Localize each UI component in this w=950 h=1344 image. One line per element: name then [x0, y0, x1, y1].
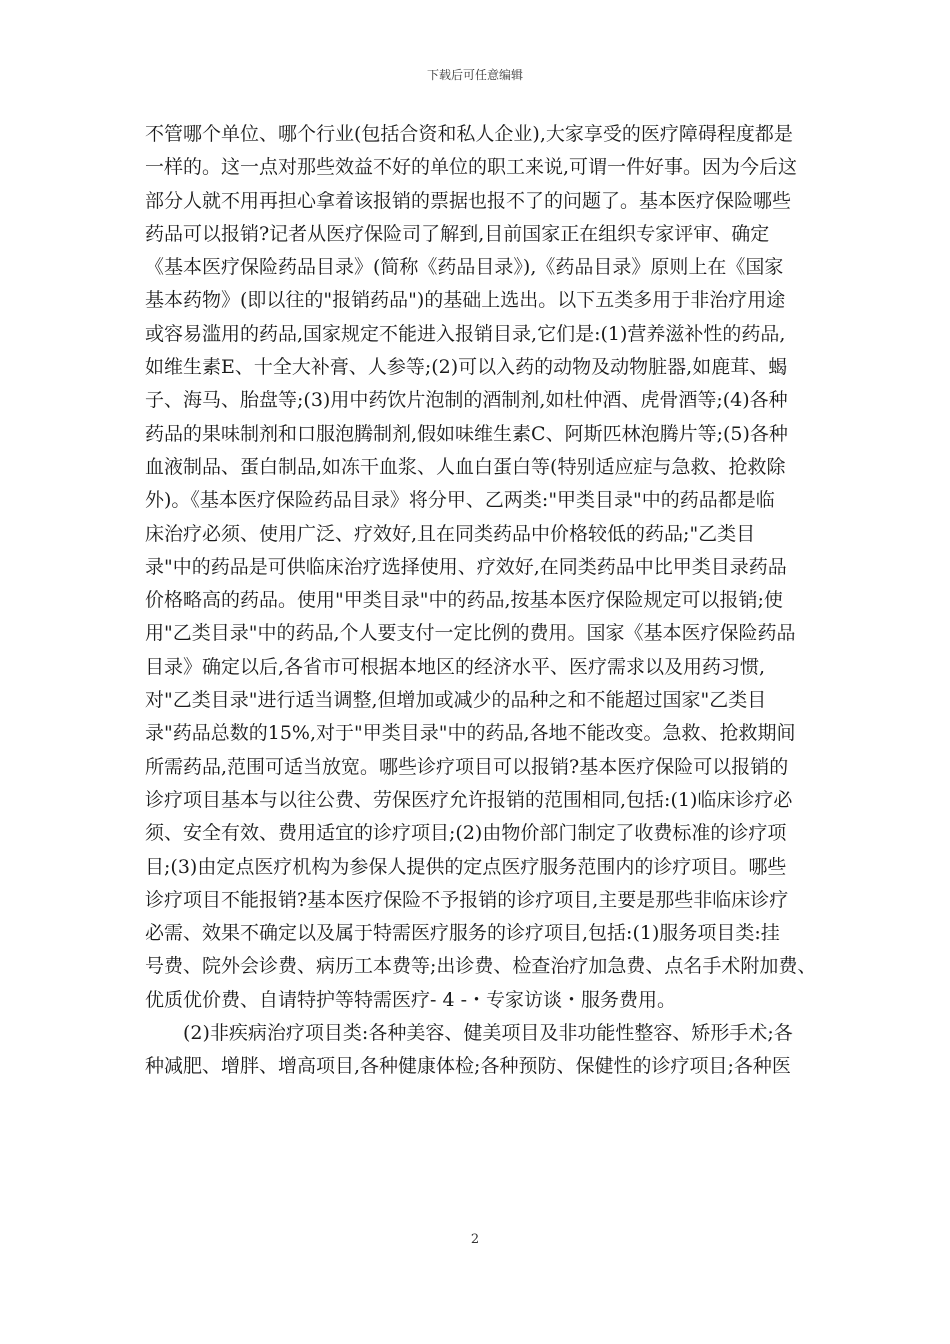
text-line: 诊疗项目基本与以往公费、劳保医疗允许报销的范围相同,包括:(1)临床诊疗必 [145, 788, 793, 811]
text-line: 用"乙类目录"中的药品,个人要支付一定比例的费用。国家《基本医疗保险药品 [145, 622, 796, 645]
text-line: 或容易滥用的药品,国家规定不能进入报销目录,它们是:(1)营养滋补性的药品, [145, 322, 786, 345]
paragraph-first-line: (2)非疾病治疗项目类:各种美容、健美项目及非功能性整容、矫形手术;各 [183, 1022, 793, 1045]
text-line: 《基本医疗保险药品目录》(简称《药品目录》),《药品目录》原则上在《国家 [145, 256, 784, 279]
page-number: 2 [470, 1232, 480, 1247]
text-line: 种减肥、增胖、增高项目,各种健康体检;各种预防、保健性的诊疗项目;各种医 [145, 1055, 791, 1078]
text-line: 药品可以报销?记者从医疗保险司了解到,目前国家正在组织专家评审、确定 [145, 222, 770, 245]
text-line: 必需、效果不确定以及属于特需医疗服务的诊疗项目,包括:(1)服务项目类:挂 [145, 922, 780, 945]
text-line: 号费、院外会诊费、病历工本费等;出诊费、检查治疗加急费、点名手术附加费、 [145, 955, 817, 978]
text-line: 部分人就不用再担心拿着该报销的票据也报不了的问题了。基本医疗保险哪些 [145, 189, 792, 212]
page-header: 下载后可任意编辑 [426, 68, 523, 82]
document-body [145, 118, 817, 1084]
text-line: 诊疗项目不能报销?基本医疗保险不予报销的诊疗项目,主要是那些非临床诊疗 [145, 888, 789, 911]
text-line: 所需药品,范围可适当放宽。哪些诊疗项目可以报销?基本医疗保险可以报销的 [145, 755, 789, 778]
text-line: 基本药物》(即以往的"报销药品")的基础上选出。以下五类多用于非治疗用途 [145, 289, 786, 312]
text-line: 床治疗必须、使用广泛、疗效好,且在同类药品中价格较低的药品;"乙类目 [145, 522, 756, 545]
text-line: 外)。《基本医疗保险药品目录》将分甲、乙两类:"甲类目录"中的药品都是临 [145, 489, 775, 512]
text-line: 须、安全有效、费用适宜的诊疗项目;(2)由物价部门制定了收费标准的诊疗项 [145, 822, 787, 845]
text-line: 目;(3)由定点医疗机构为参保人提供的定点医疗服务范围内的诊疗项目。哪些 [145, 855, 787, 878]
text-line: 如维生素E、十全大补膏、人参等;(2)可以入药的动物及动物脏器,如鹿茸、蝎 [145, 356, 788, 379]
text-line: 子、海马、胎盘等;(3)用中药饮片泡制的酒制剂,如杜仲酒、虎骨酒等;(4)各种 [145, 389, 788, 412]
text-line: 一样的。这一点对那些效益不好的单位的职工来说,可谓一件好事。因为今后这 [145, 156, 798, 179]
text-line: 优质优价费、自请特护等特需医疗- 4 -・专家访谈・服务费用。 [145, 988, 677, 1011]
text-line: 目录》确定以后,各省市可根据本地区的经济水平、医疗需求以及用药习惯, [145, 655, 766, 678]
text-line: 录"药品总数的15%,对于"甲类目录"中的药品,各地不能改变。急救、抢救期间 [145, 722, 796, 745]
text-line: 录"中的药品是可供临床治疗选择使用、疗效好,在同类药品中比甲类目录药品 [145, 555, 787, 578]
text-line: 血液制品、蛋白制品,如冻干血浆、人血白蛋白等(特别适应症与急救、抢救除 [145, 455, 786, 478]
text-line: 价格略高的药品。使用"甲类目录"中的药品,按基本医疗保险规定可以报销;使 [145, 589, 783, 612]
text-line: 对"乙类目录"进行适当调整,但增加或减少的品种之和不能超过国家"乙类目 [145, 689, 767, 712]
text-line: 药品的果味制剂和口服泡腾制剂,假如味维生素C、阿斯匹林泡腾片等;(5)各种 [145, 422, 788, 445]
text-line: 不管哪个单位、哪个行业(包括合资和私人企业),大家享受的医疗障碍程度都是 [145, 123, 793, 145]
